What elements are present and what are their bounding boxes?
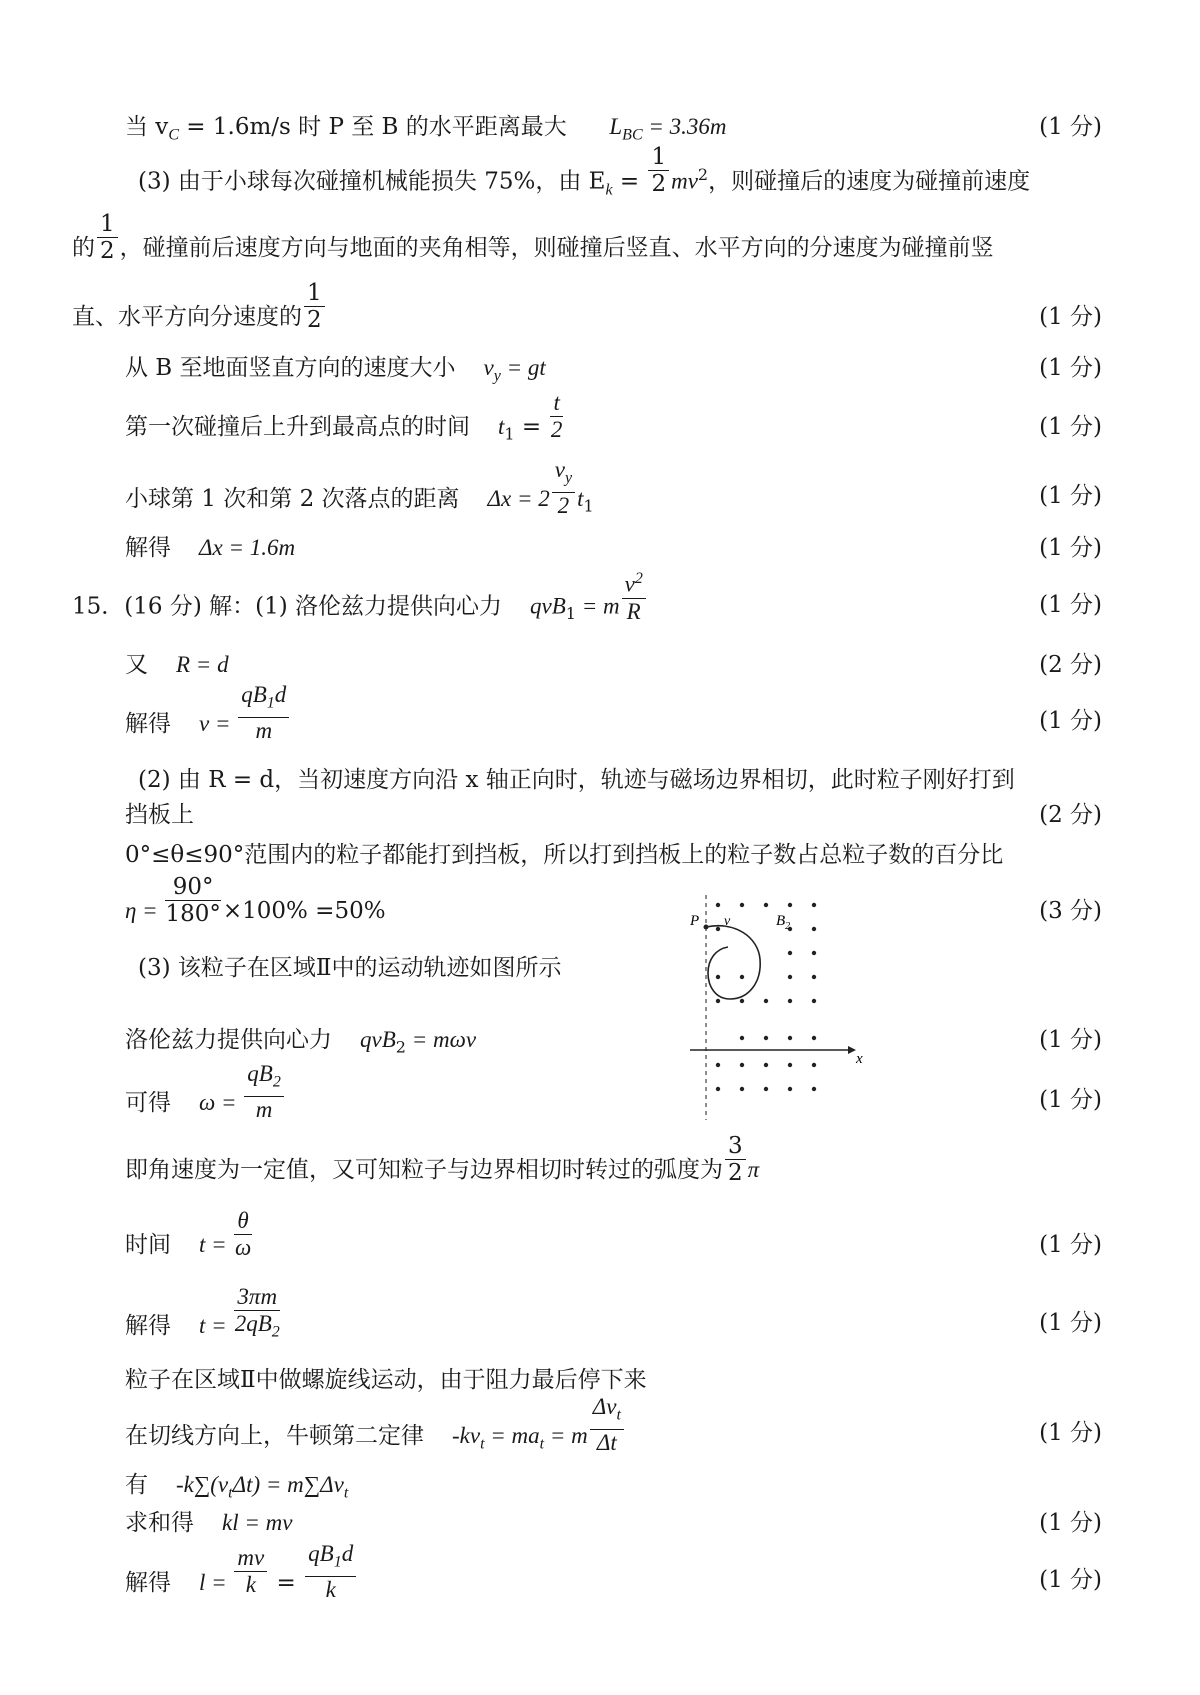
formula: = m <box>575 593 620 619</box>
formula: ×100% =50% <box>222 898 386 924</box>
formula: -k∑(v <box>176 1472 229 1497</box>
text: 在切线方向上，牛顿第二定律 <box>125 1422 424 1449</box>
line-26 <box>125 1541 358 1603</box>
line-12: (2) 由 R = d，当初速度方向沿 x 轴正向时，轨迹与磁场边界相切，此时粒子刚好打到 <box>138 767 1015 793</box>
label-v: v <box>724 914 731 929</box>
line-8 <box>125 533 295 563</box>
line-25 <box>125 1508 292 1538</box>
line-7 <box>125 457 594 521</box>
score-mark: (1 分) <box>1039 708 1102 734</box>
text: 可得 <box>125 1089 171 1116</box>
point-p <box>704 925 709 930</box>
formula: = ma <box>484 1422 540 1448</box>
formula: π <box>747 1157 760 1182</box>
formula: Δt) = m∑Δv <box>232 1472 344 1497</box>
fraction: $\frac{\theta}{\omega}$ <box>234 1207 252 1260</box>
line-11 <box>125 682 291 744</box>
line-2 <box>138 144 1031 205</box>
fraction: $\frac{90^\circ}{180^\circ}$ <box>165 873 221 927</box>
text: 解得 <box>125 710 171 737</box>
formula: kl = mv <box>222 1510 293 1535</box>
fraction: $\frac{qB_1d}{m}$ <box>238 682 289 744</box>
score-mark: (2 分) <box>1039 802 1102 828</box>
fraction: $\frac{3}{2}$ <box>725 1133 746 1186</box>
formula: Δx = 2 <box>487 485 550 511</box>
fraction: $\frac{1}{2}$ <box>648 144 669 197</box>
line-15 <box>125 873 386 927</box>
score-mark: (2 分) <box>1039 652 1102 678</box>
score-mark: (1 分) <box>1039 1510 1102 1536</box>
x-axis-arrow-icon <box>848 1046 856 1054</box>
text: 求和得 <box>125 1510 194 1536</box>
sub: t <box>228 1484 233 1502</box>
fraction: $\frac{qB_1d}{k}$ <box>305 1541 356 1603</box>
question-header: 15．(16 分) 解：(1) 洛伦兹力提供向心力 <box>72 593 502 620</box>
line-3 <box>72 210 994 264</box>
text: 解得 <box>125 1312 171 1339</box>
text: 解得 <box>125 1569 171 1596</box>
line-5 <box>125 353 546 392</box>
formula: = gt <box>500 355 546 380</box>
line-22: 粒子在区域Ⅱ中做螺旋线运动，由于阻力最后停下来 <box>125 1367 647 1393</box>
formula: = <box>514 414 549 440</box>
score-mark: (1 分) <box>1039 535 1102 561</box>
text: 即角速度为一定值，又可知粒子与边界相切时转过的弧度为 <box>125 1157 723 1183</box>
fraction: $\frac{mv}{k}$ <box>234 1545 267 1598</box>
formula: v = <box>199 710 237 736</box>
text: 第一次碰撞后上升到最高点的时间 <box>125 414 470 440</box>
sub: 1 <box>565 603 576 623</box>
label-x: x <box>856 1051 863 1067</box>
score-mark: (1 分) <box>1039 355 1102 381</box>
formula: qvB <box>530 593 566 619</box>
sub: 1 <box>504 424 515 444</box>
formula: t = <box>199 1232 233 1257</box>
text: 当 v <box>125 114 169 140</box>
formula: = 3.36m <box>642 114 727 139</box>
line-9 <box>72 570 648 629</box>
score-mark: (1 分) <box>1039 114 1102 140</box>
score-mark: (1 分) <box>1039 1420 1102 1446</box>
sub: BC <box>622 126 643 144</box>
fraction: $\frac{1}{2}$ <box>97 211 118 264</box>
label-b: $B_2$ <box>776 913 791 932</box>
score-mark: (1 分) <box>1039 1027 1102 1053</box>
sub: C <box>168 126 179 144</box>
sub: t <box>539 1435 545 1453</box>
fraction: $\frac{v^2}{R}$ <box>622 566 646 625</box>
text: 的 <box>72 235 95 261</box>
sub: k <box>605 181 613 199</box>
fraction: $\frac{v_y}{2}$ <box>552 457 575 519</box>
formula: v <box>483 355 494 380</box>
line-4 <box>72 279 327 333</box>
formula: Δx = 1.6m <box>199 535 296 560</box>
line-17 <box>125 1025 476 1063</box>
line-16: (3) 该粒子在区域Ⅱ中的运动轨迹如图所示 <box>138 955 562 981</box>
line-10 <box>125 650 229 680</box>
line-18 <box>125 1061 286 1123</box>
score-mark: (3 分) <box>1039 898 1102 924</box>
text: 时间 <box>125 1232 171 1258</box>
fraction: $\frac{t}{2}$ <box>550 389 563 442</box>
formula: l = <box>199 1569 233 1595</box>
sup: 2 <box>697 165 709 184</box>
formula: L <box>609 114 623 139</box>
score-mark: (1 分) <box>1039 1567 1102 1593</box>
line-1 <box>125 112 727 151</box>
sub: t <box>480 1435 485 1453</box>
magnetic-field-dots <box>716 903 816 1091</box>
fraction: $\frac{\Delta v_t}{\Delta t}$ <box>590 1394 624 1456</box>
text: 又 <box>125 652 148 678</box>
text: ，碰撞前后速度方向与地面的夹角相等，则碰撞后竖直、水平方向的分速度为碰撞前竖 <box>119 235 994 261</box>
line-23 <box>125 1394 626 1459</box>
text: 小球第 1 次和第 2 次落点的距离 <box>125 485 460 512</box>
line-14: 0°≤θ≤90°范围内的粒子都能打到挡板，所以打到挡板上的粒子数占总粒子数的百分比 <box>125 842 1004 868</box>
text: 从 B 至地面竖直方向的速度大小 <box>125 355 456 381</box>
text: = <box>612 168 647 195</box>
sub: 1 <box>583 496 594 516</box>
formula: t <box>577 485 584 511</box>
text: 直、水平方向分速度的 <box>72 304 302 330</box>
sub: y <box>493 367 501 385</box>
text: 解得 <box>125 535 171 561</box>
line-6 <box>125 389 565 450</box>
formula: = <box>269 1569 304 1596</box>
score-mark: (1 分) <box>1039 1087 1102 1113</box>
formula: R = d <box>176 652 229 677</box>
label-p: P <box>690 913 700 929</box>
score-mark: (1 分) <box>1039 592 1102 618</box>
trajectory-figure <box>690 895 870 1125</box>
formula: qvB <box>360 1027 396 1052</box>
trajectory-spiral <box>706 926 760 999</box>
formula: -kv <box>452 1422 481 1448</box>
line-21 <box>125 1284 282 1346</box>
text: 有 <box>125 1472 148 1498</box>
formula: = m <box>544 1422 588 1448</box>
score-mark: (1 分) <box>1039 1310 1102 1336</box>
text: ，则碰撞后的速度为碰撞前速度 <box>708 168 1031 195</box>
formula: ω = <box>199 1089 243 1115</box>
fraction: $\frac{1}{2}$ <box>304 280 325 333</box>
score-mark: (1 分) <box>1039 304 1102 330</box>
formula: mv <box>671 168 698 194</box>
formula: η = <box>125 898 164 923</box>
line-20 <box>125 1207 254 1261</box>
line-13: 挡板上 <box>125 802 194 828</box>
line-19 <box>125 1132 760 1186</box>
formula: t <box>498 414 505 439</box>
text: = 1.6m/s 时 P 至 B 的水平距离最大 <box>178 114 567 140</box>
fraction: $\frac{qB_2}{m}$ <box>244 1061 284 1123</box>
text: 洛伦兹力提供向心力 <box>125 1027 332 1053</box>
formula: t = <box>199 1312 233 1338</box>
score-mark: (1 分) <box>1039 414 1102 440</box>
sub: t <box>343 1484 349 1502</box>
line-24 <box>125 1470 348 1509</box>
text: (3) 由于小球每次碰撞机械能损失 75%，由 E <box>138 168 606 195</box>
formula: = mωv <box>405 1027 477 1052</box>
sub: 2 <box>395 1037 406 1057</box>
fraction: $\frac{3\pi m}{2qB_2}$ <box>234 1284 280 1341</box>
score-mark: (1 分) <box>1039 1232 1102 1258</box>
score-mark: (1 分) <box>1039 483 1102 509</box>
